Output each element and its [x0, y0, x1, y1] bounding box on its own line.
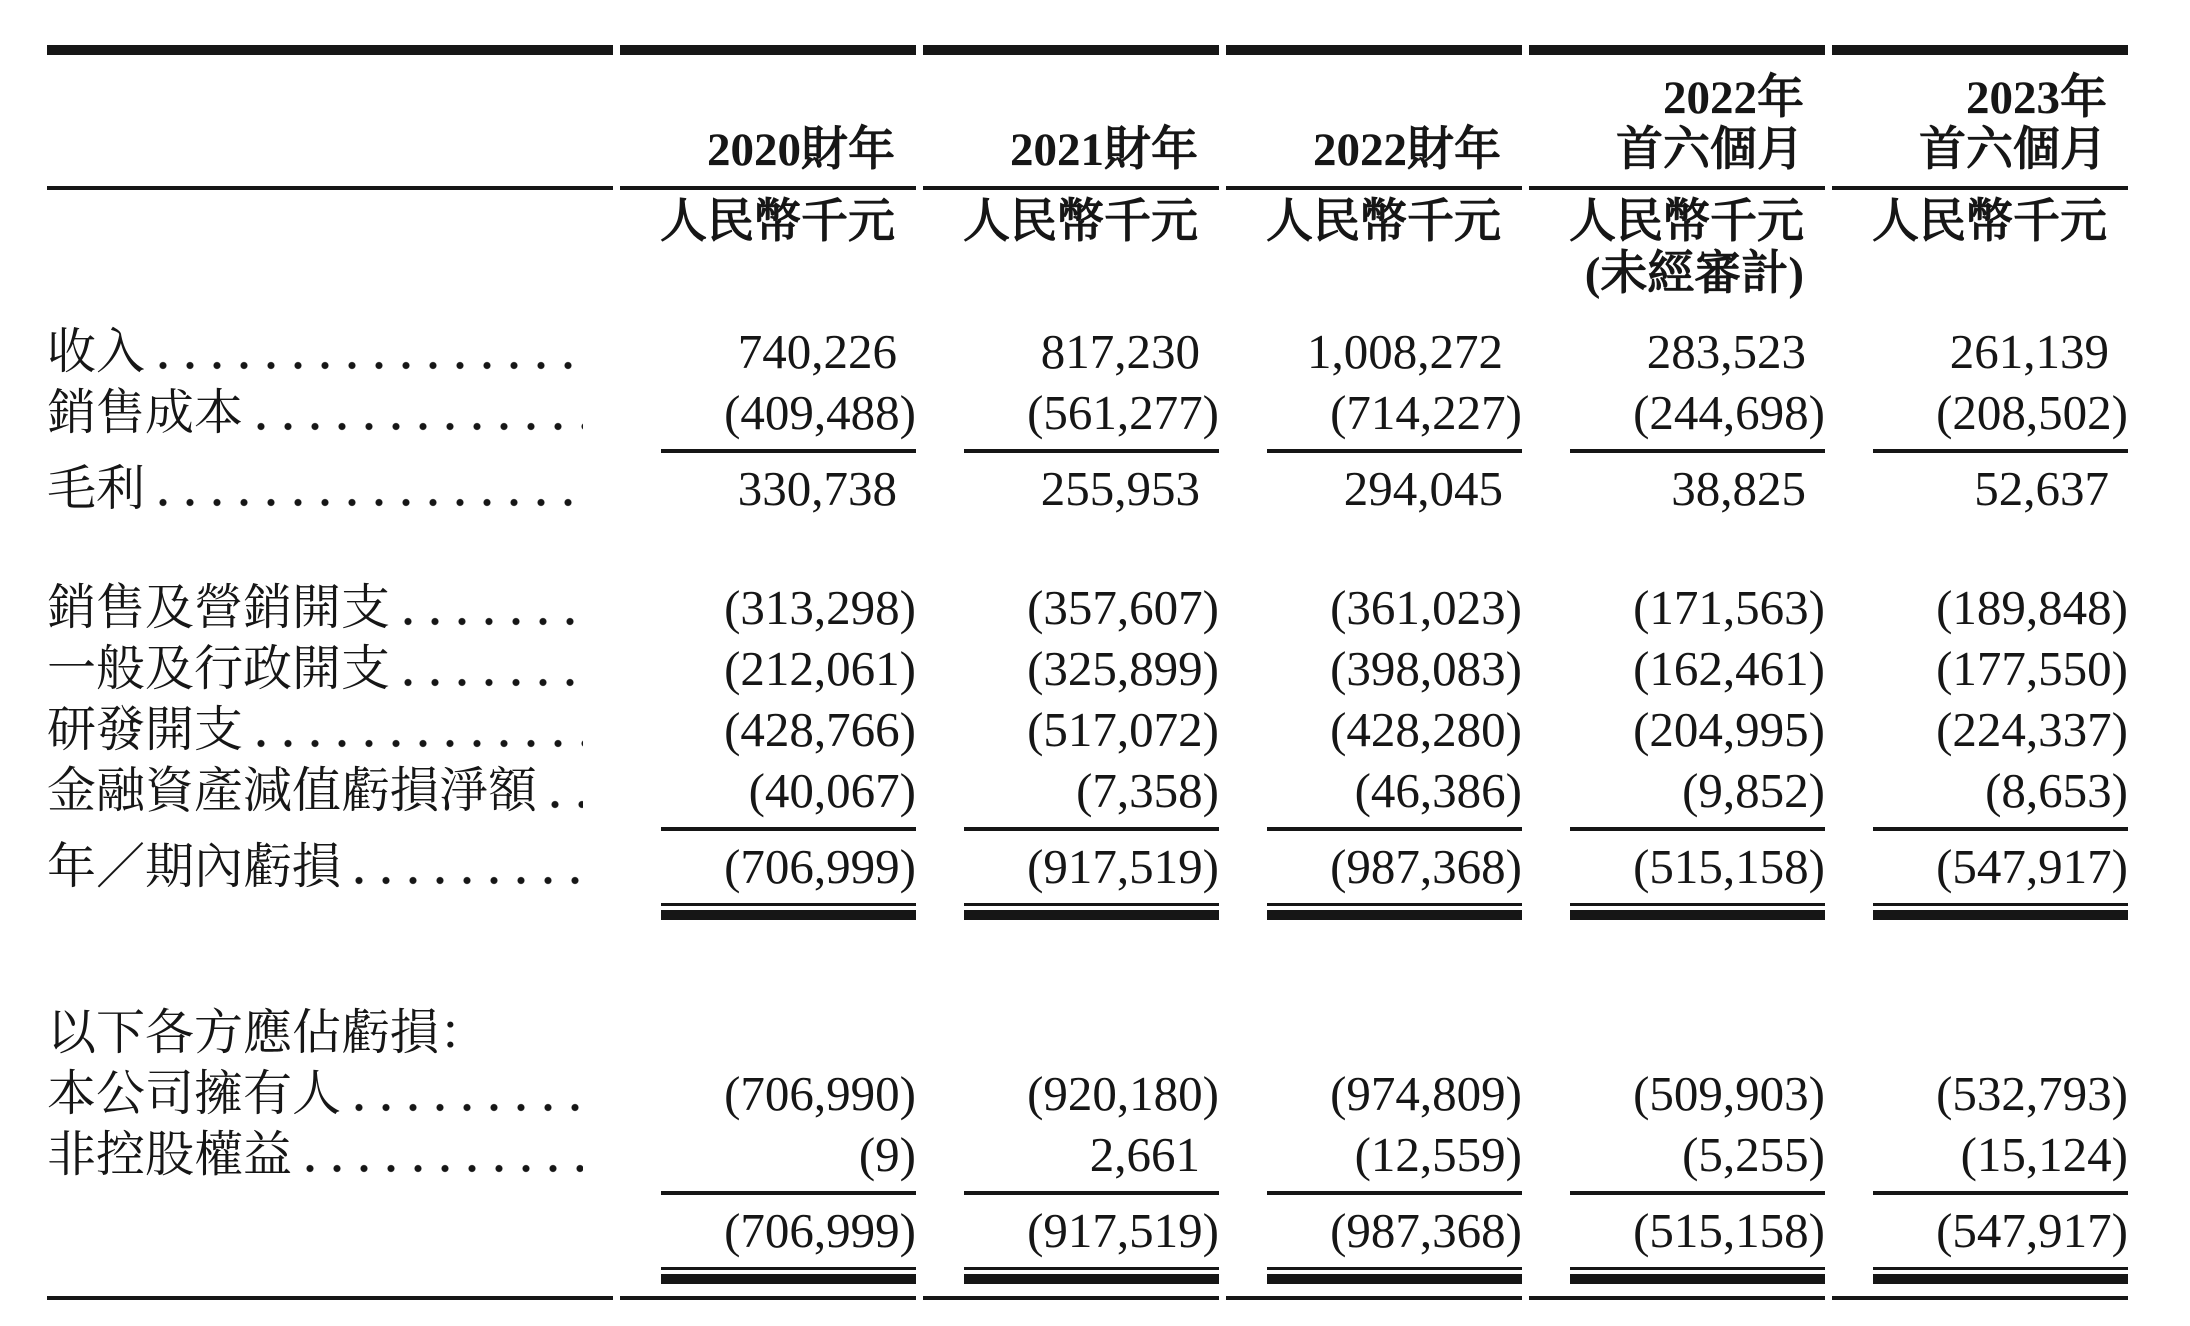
leader-dots: [404, 678, 583, 687]
value-cell: (7,358): [964, 760, 1219, 831]
row-label: 本公司擁有人: [47, 1066, 342, 1121]
col-header-bottom-line: 首六個月: [1616, 124, 1804, 176]
value-cell: (706,990): [724, 1066, 916, 1121]
value-cell: (361,023): [1330, 580, 1522, 635]
value-cell: (162,461): [1633, 641, 1825, 696]
unit-cell: [1226, 190, 1522, 321]
spacer-row: [47, 519, 2128, 577]
leader-dots: [404, 617, 583, 626]
value-cell: (398,083): [1330, 641, 1522, 696]
value-cell: 255,953: [1040, 461, 1200, 516]
value-cell: (9): [661, 1124, 916, 1195]
table-row-rd-expenses: [47, 699, 2128, 760]
table-row-impairment-losses: [47, 760, 2128, 836]
col-header-fy2022: [1226, 55, 1522, 190]
value-cell: (12,559): [1267, 1124, 1522, 1195]
value-cell: (46,386): [1267, 760, 1522, 831]
table-row-total-attributable-loss: [47, 1200, 2128, 1296]
table-row-owners-of-company: [47, 1063, 2128, 1124]
row-label: 金融資產減值虧損淨額: [47, 763, 538, 818]
value-cell: (509,903): [1633, 1066, 1825, 1121]
value-cell: (714,227): [1267, 382, 1522, 453]
value-cell: (5,255): [1570, 1124, 1825, 1195]
leader-dots: [159, 361, 583, 370]
col-header-1h2022: [1529, 55, 1825, 190]
row-label: 收入: [47, 324, 146, 379]
unaudited-note: (未經審計): [1584, 248, 1804, 300]
value-cell: 1,008,272: [1307, 324, 1503, 379]
value-cell: 330,738: [737, 461, 897, 516]
currency-unit-label: 人民幣千元: [1872, 196, 2107, 248]
row-label: 毛利: [47, 461, 146, 516]
unit-cell: [923, 190, 1219, 321]
leader-dots: [306, 1164, 583, 1173]
row-label: 研發開支: [47, 702, 244, 757]
spacer-row: [47, 932, 2128, 1002]
table-row-general-admin-expenses: [47, 638, 2128, 699]
value-cell: (204,995): [1633, 702, 1825, 757]
header-label-cell: [47, 55, 613, 190]
value-cell: (547,917): [1873, 1200, 2128, 1270]
value-cell: 817,230: [1040, 324, 1200, 379]
value-cell: (171,563): [1633, 580, 1825, 635]
leader-dots: [257, 739, 583, 748]
year-header-row: [47, 55, 2128, 190]
value-cell: 740,226: [737, 324, 897, 379]
currency-unit-label: 人民幣千元: [1569, 196, 1804, 248]
value-cell: (428,280): [1330, 702, 1522, 757]
value-cell: (40,067): [661, 760, 916, 831]
value-cell: (208,502): [1873, 382, 2128, 453]
value-cell: (917,519): [964, 1200, 1219, 1270]
unit-cell: [620, 190, 916, 321]
value-cell: 283,523: [1646, 324, 1806, 379]
currency-unit-label: 人民幣千元: [1266, 196, 1501, 248]
table-row-loss-attributable-heading: [47, 1002, 2128, 1063]
unit-header-row: [47, 190, 2128, 321]
value-cell: (920,180): [1027, 1066, 1219, 1121]
value-cell: 294,045: [1343, 461, 1503, 516]
leader-dots: [355, 876, 583, 885]
currency-unit-label: 人民幣千元: [660, 196, 895, 248]
table-row-cost-of-sales: [47, 382, 2128, 458]
value-cell: (987,368): [1267, 1200, 1522, 1270]
value-cell: 52,637: [1974, 461, 2109, 516]
leader-dots: [551, 800, 583, 809]
value-cell: (325,899): [1027, 641, 1219, 696]
value-cell: 38,825: [1671, 461, 1806, 516]
value-cell: (9,852): [1570, 760, 1825, 831]
value-cell: (974,809): [1330, 1066, 1522, 1121]
value-cell: (177,550): [1936, 641, 2128, 696]
leader-dots: [159, 498, 583, 507]
col-header-top-line: 2023年: [1966, 72, 2107, 124]
value-cell: (428,766): [724, 702, 916, 757]
col-header-1h2023: [1832, 55, 2128, 190]
col-header-bottom-line: 2020財年: [707, 124, 895, 176]
leader-dots: [257, 422, 583, 431]
col-header-bottom-line: 2021財年: [1010, 124, 1198, 176]
table-row-revenue: [47, 321, 2128, 382]
table-row-non-controlling-interests: [47, 1124, 2128, 1200]
unit-cell: [1529, 190, 1825, 321]
value-cell: (532,793): [1936, 1066, 2128, 1121]
financial-summary-sheet: [40, 45, 2135, 1300]
row-label: 非控股權益: [47, 1127, 293, 1182]
row-label: 銷售及營銷開支: [47, 580, 391, 635]
value-cell: (517,072): [1027, 702, 1219, 757]
row-label: 年／期內虧損: [47, 839, 342, 894]
col-header-fy2020: [620, 55, 916, 190]
table-top-rule: [47, 45, 2128, 55]
table-row-loss-for-the-year: [47, 836, 2128, 932]
currency-unit-label: 人民幣千元: [963, 196, 1198, 248]
leader-dots: [355, 1103, 583, 1112]
value-cell: (547,917): [1873, 836, 2128, 906]
value-cell: (917,519): [964, 836, 1219, 906]
value-cell: (224,337): [1936, 702, 2128, 757]
financial-table: [40, 45, 2135, 1300]
col-header-bottom-line: 首六個月: [1919, 124, 2107, 176]
col-header-top-line: 2022年: [1663, 72, 1804, 124]
value-cell: 2,661: [964, 1124, 1219, 1195]
value-cell: (409,488): [661, 382, 916, 453]
table-row-selling-marketing-expenses: [47, 577, 2128, 638]
value-cell: (15,124): [1873, 1124, 2128, 1195]
col-header-bottom-line: 2022財年: [1313, 124, 1501, 176]
row-label: 銷售成本: [47, 385, 244, 440]
col-header-fy2021: [923, 55, 1219, 190]
value-cell: (706,999): [661, 1200, 916, 1270]
value-cell: (8,653): [1873, 760, 2128, 831]
value-cell: (189,848): [1936, 580, 2128, 635]
unit-cell: [1832, 190, 2128, 321]
value-cell: (706,999): [661, 836, 916, 906]
value-cell: (515,158): [1570, 1200, 1825, 1270]
value-cell: (244,698): [1570, 382, 1825, 453]
value-cell: (987,368): [1267, 836, 1522, 906]
value-cell: (212,061): [724, 641, 916, 696]
value-cell: (561,277): [964, 382, 1219, 453]
unit-label-cell: [47, 190, 613, 321]
value-cell: (313,298): [724, 580, 916, 635]
table-bottom-rule: [47, 1296, 2128, 1300]
table-row-gross-profit: [47, 458, 2128, 519]
value-cell: (357,607): [1027, 580, 1219, 635]
section-heading: 以下各方應佔虧損：: [47, 1005, 489, 1060]
row-label: 一般及行政開支: [47, 641, 391, 696]
value-cell: (515,158): [1570, 836, 1825, 906]
value-cell: 261,139: [1949, 324, 2109, 379]
